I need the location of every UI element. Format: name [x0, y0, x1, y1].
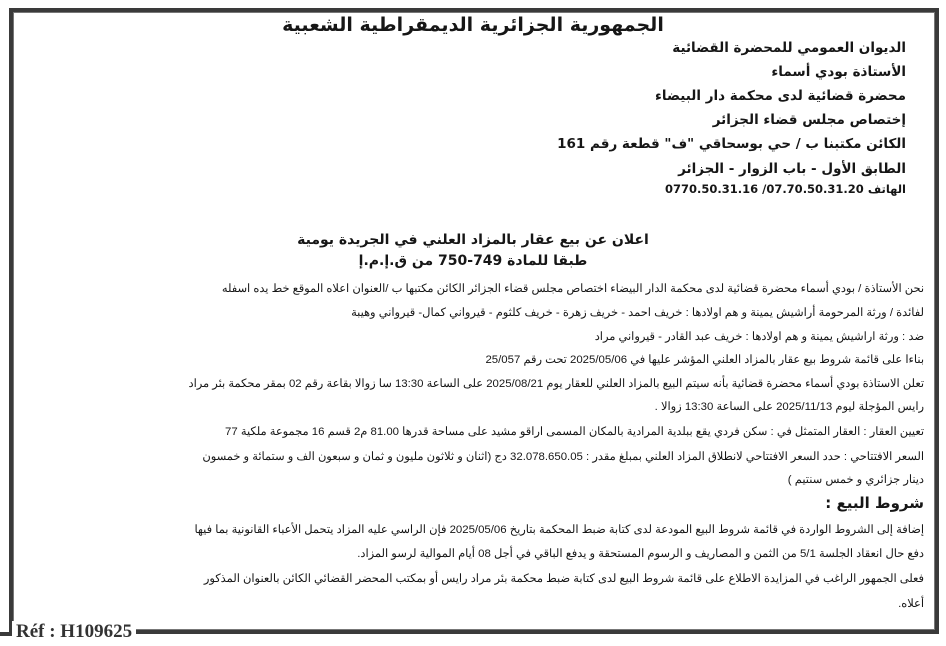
header-office: الديوان العمومي للمحضرة القضائية	[672, 40, 906, 56]
header-address: الكائن مكتبنا ب / حي بوسحاقي "ف" قطعة رقم 161	[557, 136, 906, 152]
body-line: رايس المؤجلة ليوم 2025/11/13 على الساعة 13:30 زوالا .	[654, 401, 924, 413]
header-phone: الهاتف 07.70.50.31.20/ 0770.50.31.16	[664, 182, 906, 196]
body-line: السعر الافتتاحي : حدد السعر الافتتاحي لانطلاق المزاد العلني بمبلغ مقدر : 32.078.650.05 دج (اثنان و ثلاثون مليون و ثمان و سبعون الف و ستمائة و خمسون	[202, 451, 924, 463]
notice-subtitle: طبقا للمادة 749-750 من ق.إ.م.إ	[358, 253, 588, 269]
terms-heading: شروط البيع :	[825, 494, 924, 512]
republic-title: الجمهورية الجزائرية الديمقراطية الشعبية	[282, 14, 664, 36]
body-line: لفائدة / ورثة المرحومة أراشيش يمينة و هم اولادها : خريف احمد - خريف زهرة - خريف كلثوم - قيرواني كمال- قيرواني وهيبة	[351, 307, 924, 319]
body-line: بناءا على قائمة شروط بيع عقار بالمزاد العلني المؤشر عليها في 2025/05/06 تحت رقم 25/057	[485, 354, 924, 366]
terms-line: دفع حال انعقاد الجلسة 5/1 من الثمن و المصاريف و الرسوم المستحقة و يدفع الباقي في أجل 08 أيام الموالية لرسو المزاد.	[357, 548, 924, 560]
body-line: نحن الأستاذة / بودي أسماء محضرة قضائية لدى محكمة الدار البيضاء اختصاص مجلس قضاء الجزائر الكائن مكتبها ب /العنوان اعلاه الموقع خط يده اسفله	[221, 283, 924, 295]
header-bailiff-name: الأستاذة بودي أسماء	[771, 64, 906, 80]
body-line: ضد : ورثة اراشيش يمينة و هم اولادها : خريف عبد القادر - قيرواني مراد	[594, 331, 924, 343]
header-court: محضرة قضائية لدى محكمة دار البيضاء	[655, 88, 906, 104]
reference-number: Réf : H109625	[12, 621, 136, 643]
header-jurisdiction: إختصاص مجلس قضاء الجزائر	[712, 112, 906, 128]
header-floor: الطابق الأول - باب الزوار - الجزائر	[678, 161, 906, 177]
terms-line: فعلى الجمهور الراغب في المزايدة الاطلاع على قائمة شروط البيع لدى كتابة ضبط محكمة بئر مراد رايس أو بمكتب المحضر القضائي الكائن بالعنوان المذكور	[203, 573, 924, 585]
terms-line: أعلاه.	[898, 598, 924, 610]
notice-title: اعلان عن بيع عقار بالمزاد العلني في الجريدة يومية	[297, 232, 649, 248]
terms-line: إضافة إلى الشروط الواردة في قائمة شروط البيع المودعة لدى كتابة ضبط المحكمة بتاريخ 2025/05/06 فإن الراسي عليه المزاد يتحمل الأعباء القانونية بما فيها	[194, 524, 924, 536]
reference-rule	[0, 632, 12, 636]
body-line: تعيين العقار : العقار المتمثل في : سكن فردي يقع ببلدية المرادية بالمكان المسمى اراقو مشيد على مساحة قدرها 81.00 م2 قسم 16 مجموعة ملكية 77	[225, 426, 924, 438]
body-line: تعلن الاستاذة بودي أسماء محضرة قضائية بأنه سيتم البيع بالمزاد العلني للعقار يوم 2025/08/21 على الساعة 13:30 سا زوالا بقاعة رقم 02 بمقر محكمة بئر مراد	[188, 378, 924, 390]
body-line: دينار جزائري و خمس سنتيم )	[787, 474, 924, 486]
